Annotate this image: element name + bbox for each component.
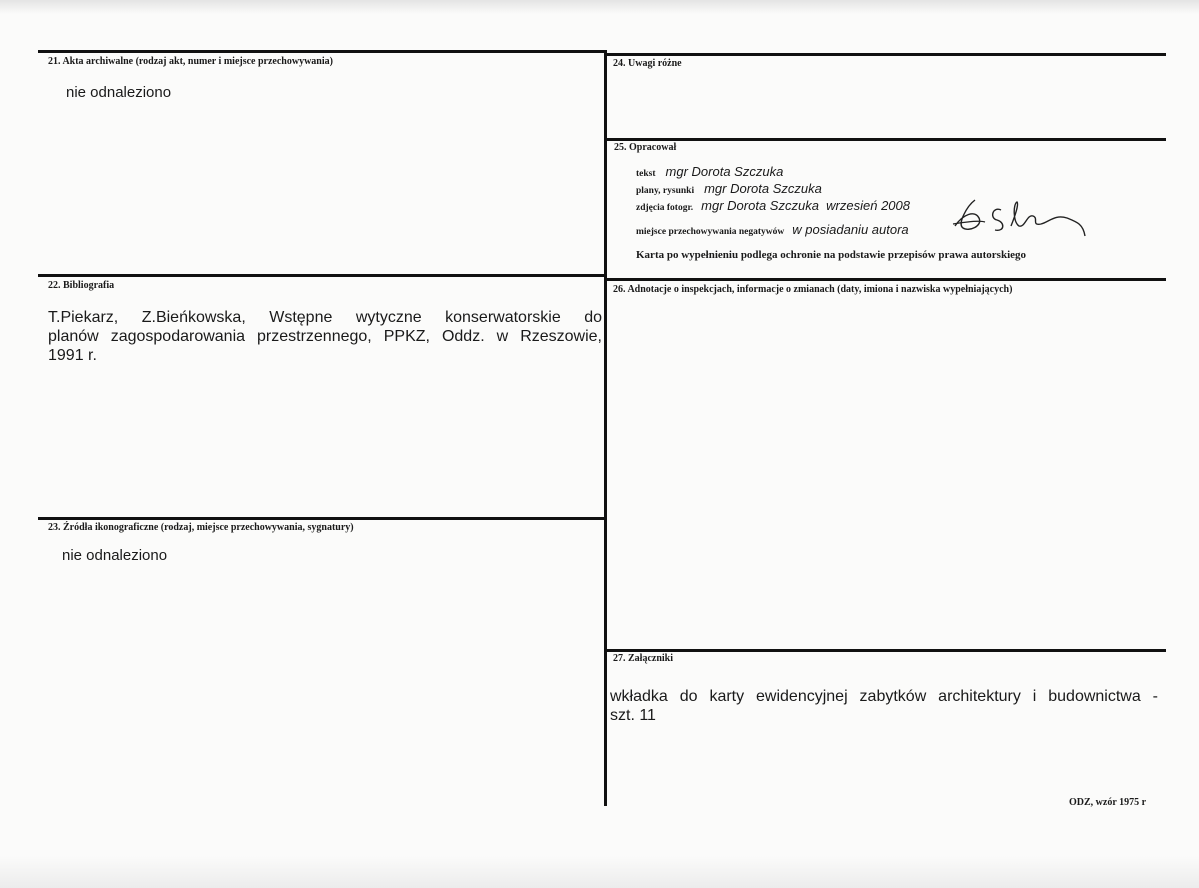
bibliography-text: [48, 308, 602, 365]
rule-22-23: [38, 517, 606, 520]
scan-edge-top: [0, 0, 1199, 14]
section-21-label: 21. Akta archiwalne (rodzaj akt, numer i miejsce przechowywania): [48, 56, 333, 67]
scan-edge-bottom: [0, 856, 1199, 888]
photos-author-value: mgr Dorota Szczuka wrzesień 2008: [701, 198, 910, 213]
author-text-row: [636, 163, 783, 181]
bibliography-line-2: planów zagospodarowania przestrzennego, PPKZ, Oddz. w Rzeszowie,: [48, 328, 602, 345]
drawings-author-label: plany, rysunki: [636, 186, 695, 196]
section-26-label: 26. Adnotacje o inspekcjach, informacje o zmianach (daty, imiona i nazwiska wypełniających): [613, 284, 1013, 295]
attachments-text: [610, 687, 1158, 725]
section-24-label: 24. Uwagi różne: [613, 58, 682, 69]
section-22-label: 22. Bibliografia: [48, 280, 115, 291]
copyright-note: Karta po wypełnieniu podlega ochronie na podstawie przepisów prawa autorskiego: [636, 249, 1027, 261]
bibliography-line-1: T.Piekarz, Z.Bieńkowska, Wstępne wytyczne konserwatorskie do: [48, 309, 602, 326]
negatives-label: miejsce przechowywania negatywów: [636, 227, 785, 237]
rule-21-22: [38, 274, 606, 277]
rule-center: [604, 50, 607, 806]
text-author-value: mgr Dorota Szczuka: [665, 164, 784, 179]
attachments-line-1: wkładka do karty ewidencyjnej zabytków architektury i budownictwa -: [610, 688, 1158, 705]
section-23-value: nie odnaleziono: [62, 547, 168, 564]
section-21-value: nie odnaleziono: [66, 84, 172, 101]
text-author-label: tekst: [636, 169, 656, 179]
handwritten-signature-icon: [945, 196, 1095, 246]
attachments-line-2: szt. 11: [610, 707, 656, 724]
form-version-footer: ODZ, wzór 1975 r: [1069, 797, 1147, 808]
rule-24-25: [606, 138, 1166, 141]
rule-top-left: [38, 50, 606, 53]
rule-top-right: [606, 53, 1166, 56]
author-drawings-row: [636, 180, 822, 198]
author-photos-row: [636, 197, 910, 215]
rule-25-26: [606, 278, 1166, 281]
section-25-label: 25. Opracował: [614, 142, 677, 153]
bibliography-line-3: 1991 r.: [48, 347, 97, 364]
rule-26-27: [606, 649, 1166, 652]
section-27-label: 27. Załączniki: [613, 653, 674, 664]
photos-author-label: zdjęcia fotogr.: [636, 203, 694, 213]
section-23-label: 23. Źródła ikonograficzne (rodzaj, miejsce przechowywania, sygnatury): [48, 522, 354, 533]
negatives-row: [636, 221, 909, 239]
drawings-author-value: mgr Dorota Szczuka: [704, 181, 822, 196]
negatives-value: w posiadaniu autora: [792, 222, 909, 237]
